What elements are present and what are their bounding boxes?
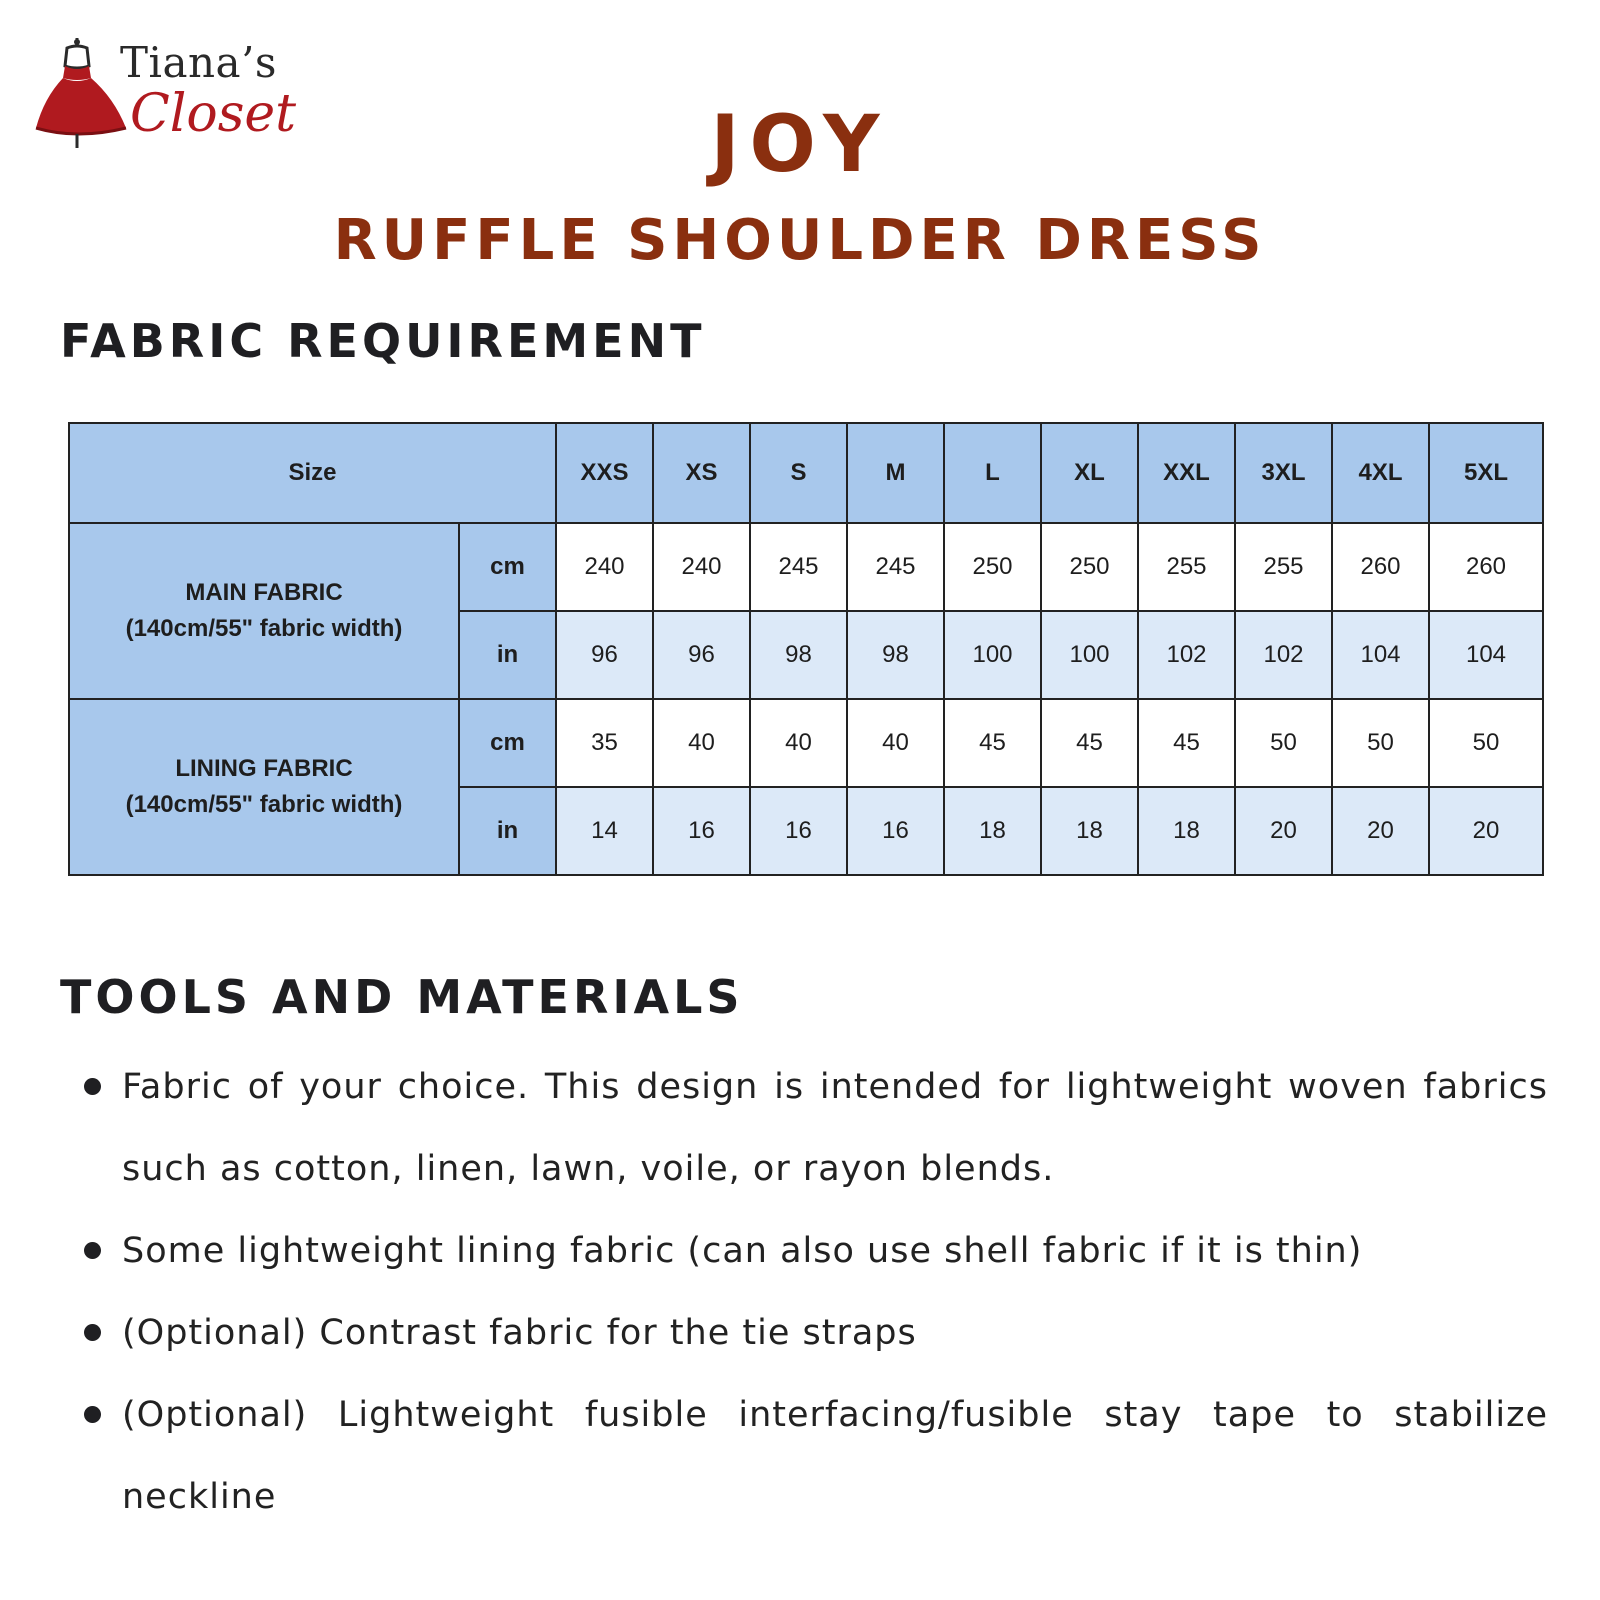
lining-fabric-name: LINING FABRIC — [175, 755, 353, 782]
value-cell: 16 — [653, 787, 750, 875]
value-cell: 98 — [847, 611, 944, 699]
bullet-icon — [84, 1242, 101, 1259]
value-cell: 18 — [944, 787, 1041, 875]
value-cell: 255 — [1235, 523, 1332, 611]
value-cell: 250 — [1041, 523, 1138, 611]
main-fabric-name: MAIN FABRIC — [185, 579, 343, 606]
value-cell: 255 — [1138, 523, 1235, 611]
bullet-icon — [84, 1078, 101, 1095]
size-header-cell: XS — [653, 423, 750, 523]
value-cell: 20 — [1235, 787, 1332, 875]
value-cell: 102 — [1138, 611, 1235, 699]
value-cell: 250 — [944, 523, 1041, 611]
value-cell: 20 — [1332, 787, 1429, 875]
value-cell: 16 — [847, 787, 944, 875]
value-cell: 40 — [847, 699, 944, 787]
size-header-cell: 3XL — [1235, 423, 1332, 523]
fabric-requirement-table — [68, 422, 1544, 876]
list-item — [80, 1046, 1548, 1210]
value-cell: 50 — [1429, 699, 1543, 787]
value-cell: 40 — [653, 699, 750, 787]
fabric-requirement-heading: FABRIC REQUIREMENT — [60, 314, 706, 368]
lining-fabric-label — [69, 699, 459, 875]
value-cell: 245 — [847, 523, 944, 611]
list-item-text: (Optional) Contrast fabric for the tie straps — [122, 1313, 917, 1353]
value-cell: 104 — [1429, 611, 1543, 699]
page-title: JOY — [710, 100, 890, 190]
tools-list — [80, 1046, 1548, 1538]
lining-fabric-width-note: (140cm/55" fabric width) — [125, 791, 403, 818]
value-cell: 245 — [750, 523, 847, 611]
value-cell: 40 — [750, 699, 847, 787]
size-header-cell: XXS — [556, 423, 653, 523]
unit-cell: in — [459, 787, 556, 875]
list-item — [80, 1374, 1548, 1538]
value-cell: 104 — [1332, 611, 1429, 699]
size-header-cell: XL — [1041, 423, 1138, 523]
value-cell: 35 — [556, 699, 653, 787]
size-header-cell: 5XL — [1429, 423, 1543, 523]
size-header-row — [69, 423, 1543, 523]
value-cell: 260 — [1332, 523, 1429, 611]
size-header-cell: 4XL — [1332, 423, 1429, 523]
brand-name-line2: Closet — [130, 84, 297, 144]
main-fabric-label — [69, 523, 459, 699]
list-item-text: Some lightweight lining fabric (can also use shell fabric if it is thin) — [122, 1231, 1363, 1271]
value-cell: 16 — [750, 787, 847, 875]
value-cell: 240 — [653, 523, 750, 611]
list-item-text: Fabric of your choice. This design is intended for lightweight woven fabrics such as cotton, linen, lawn, voile, or rayon blends. — [122, 1067, 1548, 1189]
value-cell: 18 — [1138, 787, 1235, 875]
size-label-cell: Size — [69, 423, 556, 523]
size-header-cell: L — [944, 423, 1041, 523]
table-row — [69, 523, 1543, 611]
unit-cell: cm — [459, 699, 556, 787]
value-cell: 96 — [556, 611, 653, 699]
value-cell: 102 — [1235, 611, 1332, 699]
value-cell: 240 — [556, 523, 653, 611]
list-item — [80, 1292, 1548, 1374]
size-header-cell: S — [750, 423, 847, 523]
unit-cell: in — [459, 611, 556, 699]
table-row — [69, 699, 1543, 787]
page-subtitle: RUFFLE SHOULDER DRESS — [333, 208, 1267, 273]
value-cell: 100 — [944, 611, 1041, 699]
bullet-icon — [84, 1406, 101, 1423]
value-cell: 50 — [1235, 699, 1332, 787]
value-cell: 260 — [1429, 523, 1543, 611]
size-header-cell: M — [847, 423, 944, 523]
value-cell: 100 — [1041, 611, 1138, 699]
list-item-text: (Optional) Lightweight fusible interfacing/fusible stay tape to stabilize neckline — [122, 1395, 1548, 1517]
size-header-cell: XXL — [1138, 423, 1235, 523]
value-cell: 45 — [944, 699, 1041, 787]
value-cell: 45 — [1138, 699, 1235, 787]
main-fabric-width-note: (140cm/55" fabric width) — [125, 615, 403, 642]
bullet-icon — [84, 1324, 101, 1341]
value-cell: 50 — [1332, 699, 1429, 787]
value-cell: 96 — [653, 611, 750, 699]
list-item — [80, 1210, 1548, 1292]
value-cell: 14 — [556, 787, 653, 875]
unit-cell: cm — [459, 523, 556, 611]
value-cell: 18 — [1041, 787, 1138, 875]
value-cell: 20 — [1429, 787, 1543, 875]
tools-materials-heading: TOOLS AND MATERIALS — [60, 970, 744, 1024]
value-cell: 45 — [1041, 699, 1138, 787]
brand-name-line1: Tiana’s — [120, 38, 277, 87]
value-cell: 98 — [750, 611, 847, 699]
